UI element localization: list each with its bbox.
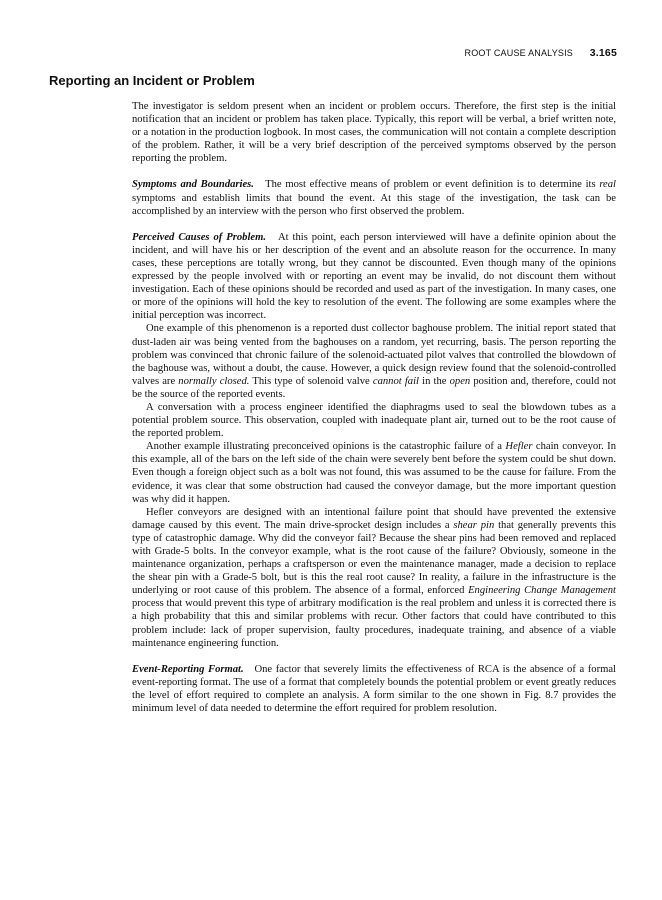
text-span: that generally prevents this type of catastrophic damage. Why did the conveyor fail? Because the shear pins had been removed and replaced with Grade-5 bolts. In the conveyor example, what is the root cause of the failure? Obviously, someone in the maintenance organization, perhaps a craftsperson or even the maintenance manager, made a decision to replace the shear pin with a Grade-5 bolt, but is this the real root cause? In reality, a failure in the infrastructure is the underlying or root cause of this problem. The absence of a formal, enforced <box>132 519 616 597</box>
text-span: chain conveyor. In this example, all of the bars on the left side of the chain were severely bent before the system could be shut down. Even though a foreign object such as a bolt was not found, this was assumed to be the cause for failure. From the evidence, it was clear that some obstruction had caused the conveyor damage, but the more important question was why did it happen. <box>132 441 616 505</box>
section-title: Reporting an Incident or Problem <box>49 73 255 88</box>
runin-heading-perceived: Perceived Causes of Problem. <box>132 231 267 243</box>
runin-heading-symptoms: Symptoms and Boundaries. <box>132 179 254 191</box>
running-header <box>465 47 617 59</box>
emphasis: open <box>449 375 471 387</box>
paragraph-conversation: A conversation with a process engineer identified the diaphragms used to seal the blowdown tubes as a potential problem source. This observation, coupled with inadequate plant air, turned out to be the root cause of the reported problem. <box>132 401 616 440</box>
text-span: process that would prevent this type of arbitrary modification is the real problem and unless it is corrected there is a high probability that this and similar problems with recur. Other factors that could have contributed to this problem include: lack of proper supervision, faulty procedures, inadequate training, and absence of a viable maintenance engineering function. <box>132 598 616 649</box>
text-span: The most effective means of problem or event definition is to determine its <box>265 179 600 191</box>
text-span: At this point, each person interviewed will have a definite opinion about the incident, and will have his or her description of the event and an absolute reason for the occurrence. In many cases, these perceptions are totally wrong, but they cannot be discounted. Even though many of the opinions expressed by the people involved with or reporting an event may be invalid, do not discount them without investigation. Each of these opinions should be recorded and used as part of the investigation. In many cases, one or more of the opinions will hold the key to resolution of the event. The following are some examples where the initial perception was incorrect. <box>132 231 616 322</box>
paragraph-hefler-failure <box>132 440 616 505</box>
text-span: Hefler conveyors are designed with an intentional failure point that should have prevented the extensive damage caused by this event. The main drive-sprocket design includes a <box>132 506 616 531</box>
text-span: One factor that severely limits the effectiveness of RCA is the absence of a formal event-reporting format. The use of a format that completely bounds the potential problem or event greatly reduces the level of effort required to complete an analysis. A form similar to the one shown in Fig. 8.7 provides the minimum level of data needed to determine the effort required for problem resolution. <box>132 663 616 715</box>
text-span: One example of this phenomenon is a reported dust collector baghouse problem. The initial report stated that dust-laden air was being vented from the baghouses on a random, yet recurring, basis. The person reporting the problem was convinced that chronic failure of the solenoid-actuated pilot valves that controlled the blowdown of the baghouse was, without a doubt, the cause. However, a quick design review found that the solenoid-controlled valves are <box>132 323 616 387</box>
emphasis: normally closed. <box>178 375 250 387</box>
text-span: symptoms and establish limits that bound the event. At this stage of the investigation, the task can be accomplished by an interview with the person who first observed the problem. <box>132 192 616 217</box>
emphasis: cannot fail <box>372 375 419 387</box>
runin-heading-event-reporting: Event-Reporting Format. <box>132 663 244 675</box>
emphasis: real <box>599 179 616 191</box>
text-span: position and, therefore, could not be the source of the reported events. <box>132 375 616 400</box>
paragraph-hefler-design <box>132 506 616 650</box>
paragraph-perceived-causes <box>132 231 616 323</box>
paragraph-dust-collector <box>132 322 616 401</box>
text-span: This type of solenoid valve <box>249 375 373 387</box>
paragraph-intro: The investigator is seldom present when an incident or problem occurs. Therefore, the first step is the initial notification that an incident or problem has taken place. Typically, this report will be verbal, a brief written note, or a notation in the production logbook. In most cases, the communication will not contain a complete description of the problem. Rather, it will be a very brief description of the perceived symptoms observed by the person reporting the problem. <box>132 101 616 165</box>
running-title: ROOT CAUSE ANALYSIS <box>464 48 574 58</box>
emphasis: Hefler <box>505 441 533 453</box>
emphasis: shear pin <box>453 519 495 531</box>
paragraph-symptoms <box>132 178 616 217</box>
body-text <box>132 100 616 715</box>
text-span: Another example illustrating preconceived opinions is the catastrophic failure of a <box>146 441 506 453</box>
emphasis: Engineering Change Management <box>468 585 617 597</box>
text-span: in the <box>418 375 450 387</box>
page-number: 3.165 <box>589 47 617 59</box>
paragraph-event-reporting <box>132 663 616 715</box>
